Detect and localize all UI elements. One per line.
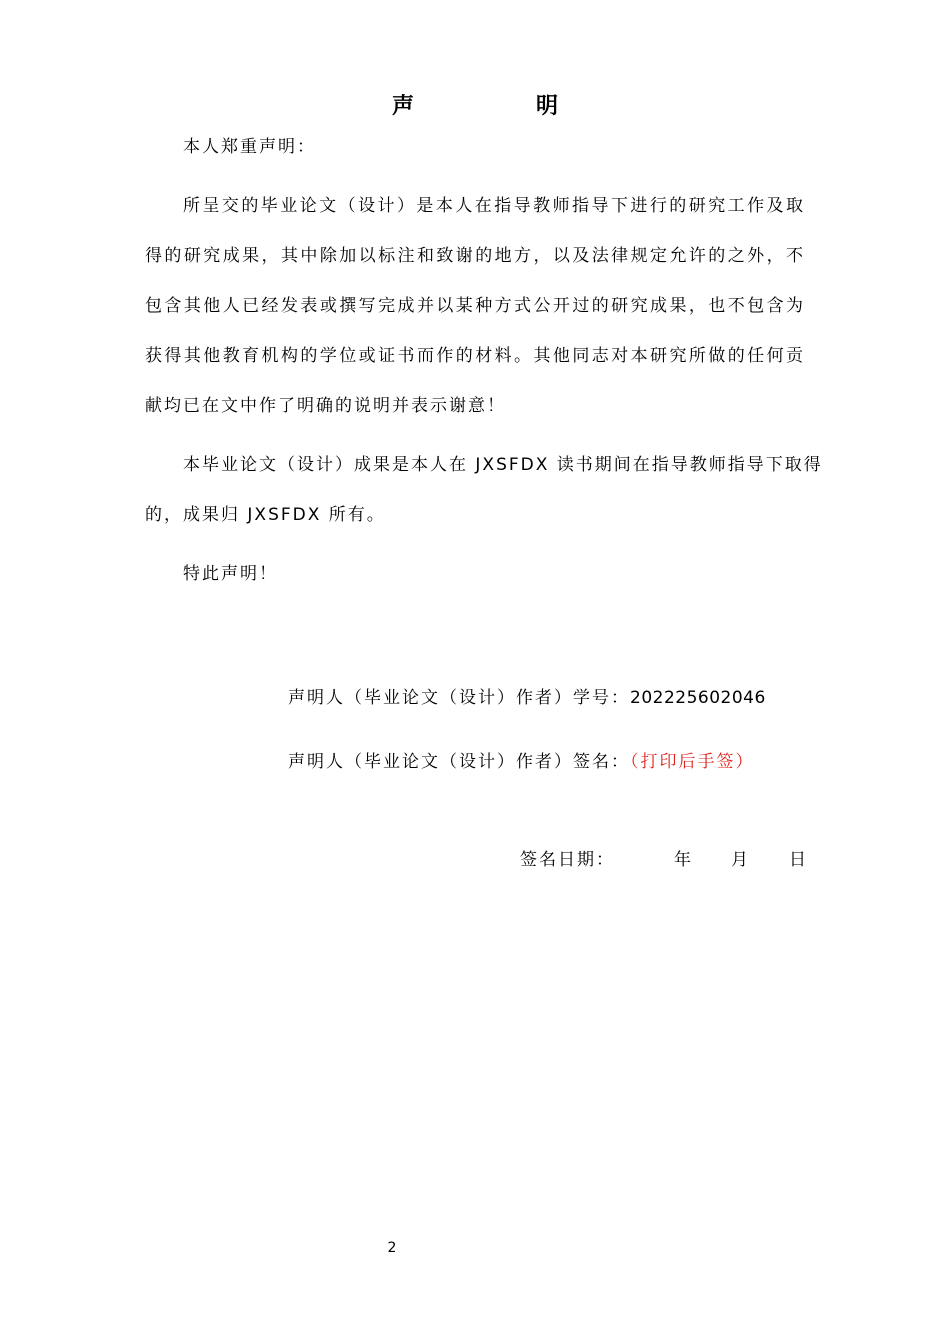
page-title: 声 明 (391, 94, 608, 119)
paragraph1-line-2: 得的研究成果，其中除加以标注和致谢的地方，以及法律规定允许的之外，不 (145, 246, 805, 266)
student-id-label: 声明人（毕业论文（设计）作者）学号： (288, 688, 630, 708)
signature-note: （打印后手签） (630, 752, 755, 772)
paragraph2-line-1: 本毕业论文（设计）成果是本人在 JXSFDX 读书期间在指导教师指导下取得 (183, 455, 823, 475)
closing-statement: 特此声明！ (183, 564, 278, 584)
salutation: 本人郑重声明： (183, 137, 316, 157)
year-label: 年 (674, 850, 693, 870)
paragraph1-line-3: 包含其他人已经发表或撰写完成并以某种方式公开过的研究成果，也不包含为 (145, 296, 805, 316)
paragraph1-line-4: 获得其他教育机构的学位或证书而作的材料。其他同志对本研究所做的任何贡 (145, 346, 805, 366)
month-label: 月 (731, 850, 750, 870)
signature-row (288, 750, 755, 774)
student-id-row (288, 686, 766, 710)
page-number: 2 (387, 1240, 397, 1256)
student-id-value: 202225602046 (630, 688, 766, 708)
paragraph2-line-2: 的，成果归 JXSFDX 所有。 (145, 505, 386, 525)
paragraph1-line-1: 所呈交的毕业论文（设计）是本人在指导教师指导下进行的研究工作及取 (183, 196, 805, 216)
signature-label: 声明人（毕业论文（设计）作者）签名： (288, 752, 630, 772)
day-label: 日 (789, 850, 808, 870)
paragraph1-line-5: 献均已在文中作了明确的说明并表示谢意！ (145, 396, 506, 416)
date-label: 签名日期： (520, 850, 615, 870)
